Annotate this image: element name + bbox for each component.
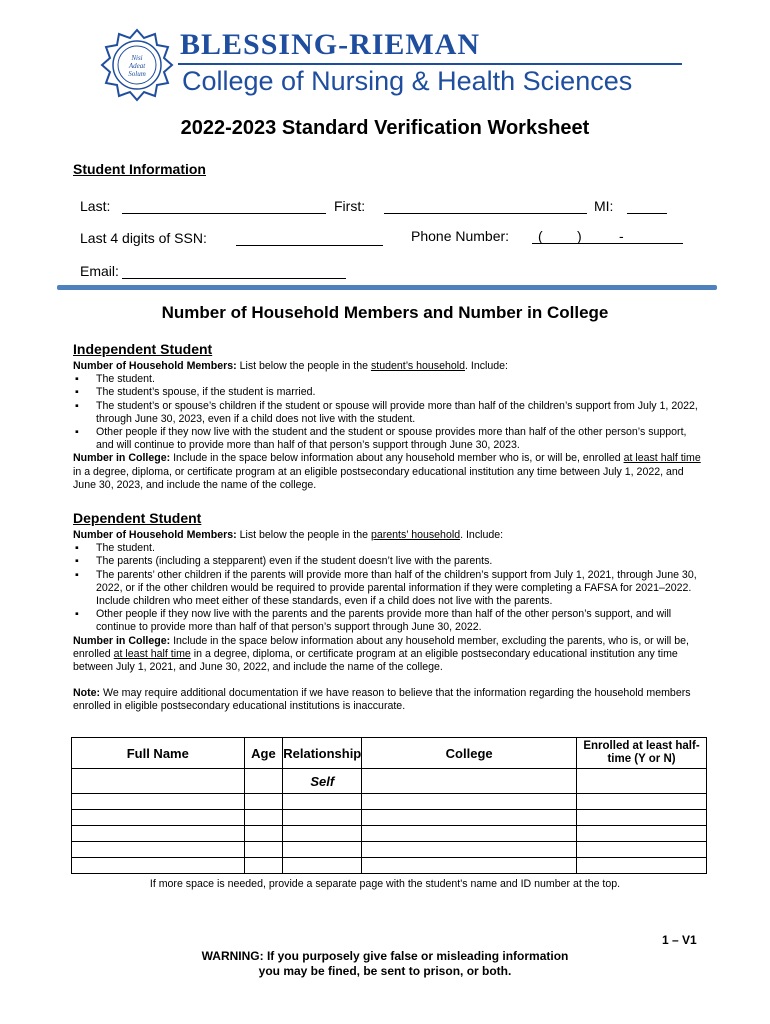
ind-members-intro-end: . Include: (465, 360, 508, 372)
cell-college[interactable] (362, 858, 577, 874)
cell-college[interactable] (362, 810, 577, 826)
dep-college-text-end: in a degree, diploma, or certificate program at an eligible postsecondary educational institution any time between July 1, 2021, and June 30, 2022, and include the name of the college. (73, 647, 678, 674)
dep-college-text: Include in the space below information about any household member, excluding the parents, who is, or will be, enrolled (73, 634, 689, 660)
cell-age[interactable] (244, 769, 283, 794)
dep-bullet-3: ▪ The parents’ other children if the parents will provide more than half of the children’s support from July 1, 2021, through June 30, 2022, or if the other children would be required to provide parental information if they were completing a FAFSA for 2021–2022. Include children who meet either of these standards, even if a child does not live with the parents. (73, 569, 701, 609)
first-name-label: First: (334, 198, 366, 214)
ssn-field[interactable] (236, 231, 383, 246)
col-full-name: Full Name (72, 738, 245, 769)
svg-text:Solum: Solum (128, 70, 146, 78)
cell-relationship-self: Self (283, 769, 362, 794)
cell-enrolled[interactable] (577, 858, 707, 874)
cell-college[interactable] (362, 842, 577, 858)
cell-college[interactable] (362, 794, 577, 810)
mi-field[interactable] (627, 199, 667, 214)
email-field[interactable] (122, 264, 346, 279)
ind-household-link: student’s household (370, 360, 465, 372)
col-relationship: Relationship (283, 738, 362, 769)
dep-members-intro: List below the people in the (239, 529, 368, 541)
cell-age[interactable] (244, 794, 283, 810)
table-row (72, 810, 707, 826)
independent-block (73, 360, 701, 492)
cell-name[interactable] (72, 769, 245, 794)
household-table (71, 737, 707, 874)
dep-bullet-1: ▪ The student. (73, 542, 701, 555)
student-info-heading: Student Information (73, 161, 206, 177)
table-row (72, 794, 707, 810)
dependent-heading: Dependent Student (73, 510, 202, 526)
note-text: We may require additional documentation if we have reason to believe that the information regarding the household members enrolled in eligible postsecondary educational institutions is inaccurate. (73, 687, 691, 713)
ind-college-text-end: in a degree, diploma, or certificate program at an eligible postsecondary educational institution any time between July 1, 2022, and June 30, 2023, and include the name of the college. (73, 465, 684, 491)
ind-college-label: Number in College: (73, 452, 171, 465)
cell-relationship[interactable] (283, 794, 362, 810)
dep-college-label: Number in College: (73, 634, 171, 647)
dep-half-time: at least half time (113, 647, 191, 660)
ind-members-label: Number of Household Members: (73, 360, 237, 372)
cell-name[interactable] (72, 794, 245, 810)
cell-relationship[interactable] (283, 826, 362, 842)
ind-college-text: Include in the space below information about any household member who is, or will be, enrolled (173, 452, 621, 465)
note-label: Note: (73, 687, 101, 700)
ind-half-time: at least half time (623, 452, 701, 465)
cell-name[interactable] (72, 810, 245, 826)
table-row (72, 842, 707, 858)
table-row (72, 858, 707, 874)
ind-members-intro: List below the people in the (239, 360, 368, 372)
col-college: College (362, 738, 577, 769)
ind-bullet-1: ▪ The student. (73, 373, 701, 386)
warning-line-2: you may be fined, be sent to prison, or both. (258, 964, 512, 978)
section-divider (57, 285, 717, 290)
cell-name[interactable] (72, 826, 245, 842)
ind-bullet-2: ▪ The student’s spouse, if the student is married. (73, 386, 701, 399)
college-name: BLESSING-RIEMAN (180, 28, 481, 61)
dep-bullet-2: ▪ The parents (including a stepparent) even if the student doesn’t live with the parents. (73, 555, 701, 568)
logo-divider (178, 63, 682, 65)
college-subtitle: College of Nursing & Health Sciences (182, 66, 633, 96)
last-name-label: Last: (80, 198, 111, 214)
independent-heading: Independent Student (73, 341, 213, 357)
cell-age[interactable] (244, 842, 283, 858)
svg-text:Adeat: Adeat (128, 62, 146, 70)
warning-line-1: WARNING: If you purposely give false or misleading information (201, 949, 569, 963)
dep-bullet-4: ▪ Other people if they now live with the parents and the parents provide more than half of the other person’s support, and will continue to provide more than half of that person’s support through June 30, 2022. (73, 608, 701, 634)
email-label: Email: (80, 263, 119, 279)
table-row (72, 769, 707, 794)
cell-college[interactable] (362, 769, 577, 794)
col-age: Age (244, 738, 283, 769)
ind-bullet-3: ▪ The student’s or spouse’s children if the student or spouse will provide more than half of the children’s support from July 1, 2022, through June 30, 2023, even if a child does not live with the student. (73, 400, 701, 426)
cell-relationship[interactable] (283, 842, 362, 858)
first-name-field[interactable] (384, 199, 587, 214)
dep-members-label: Number of Household Members: (73, 529, 237, 541)
page-title: 2022-2023 Standard Verification Worksheet (180, 117, 590, 139)
phone-paren-open: ( (538, 228, 543, 244)
cell-name[interactable] (72, 858, 245, 874)
mi-label: MI: (594, 198, 614, 214)
dependent-block (73, 529, 701, 714)
extra-space-note: If more space is needed, provide a separate page with the student's name and ID number at the top. (149, 878, 621, 890)
cell-relationship[interactable] (283, 858, 362, 874)
cell-age[interactable] (244, 858, 283, 874)
col-enrolled: Enrolled at least half-time (Y or N) (577, 738, 707, 769)
college-seal-logo (100, 28, 174, 102)
table-header-row (72, 738, 707, 769)
cell-enrolled[interactable] (577, 810, 707, 826)
cell-enrolled[interactable] (577, 794, 707, 810)
table-row (72, 826, 707, 842)
last-name-field[interactable] (122, 199, 326, 214)
ssn-label: Last 4 digits of SSN: (80, 230, 207, 246)
cell-relationship[interactable] (283, 810, 362, 826)
cell-age[interactable] (244, 810, 283, 826)
phone-dash: - (619, 228, 624, 244)
phone-label: Phone Number: (411, 228, 510, 244)
svg-text:Nisi: Nisi (131, 54, 143, 62)
cell-age[interactable] (244, 826, 283, 842)
cell-enrolled[interactable] (577, 826, 707, 842)
page-number: 1 – V1 (662, 933, 697, 947)
phone-paren-close: ) (577, 228, 582, 244)
phone-field[interactable] (532, 229, 683, 244)
cell-enrolled[interactable] (577, 842, 707, 858)
cell-enrolled[interactable] (577, 769, 707, 794)
dep-members-intro-end: . Include: (460, 529, 504, 541)
cell-name[interactable] (72, 842, 245, 858)
dep-household-link: parents’ household (370, 529, 461, 541)
warning-text (0, 949, 770, 979)
cell-college[interactable] (362, 826, 577, 842)
household-heading: Number of Household Members and Number in College (161, 303, 609, 322)
ind-bullet-4: ▪ Other people if they now live with the student and the student or spouse provides more than half of the other person’s support, and will continue to provide more than half of that person’s support through June 30, 2023. (73, 426, 701, 452)
